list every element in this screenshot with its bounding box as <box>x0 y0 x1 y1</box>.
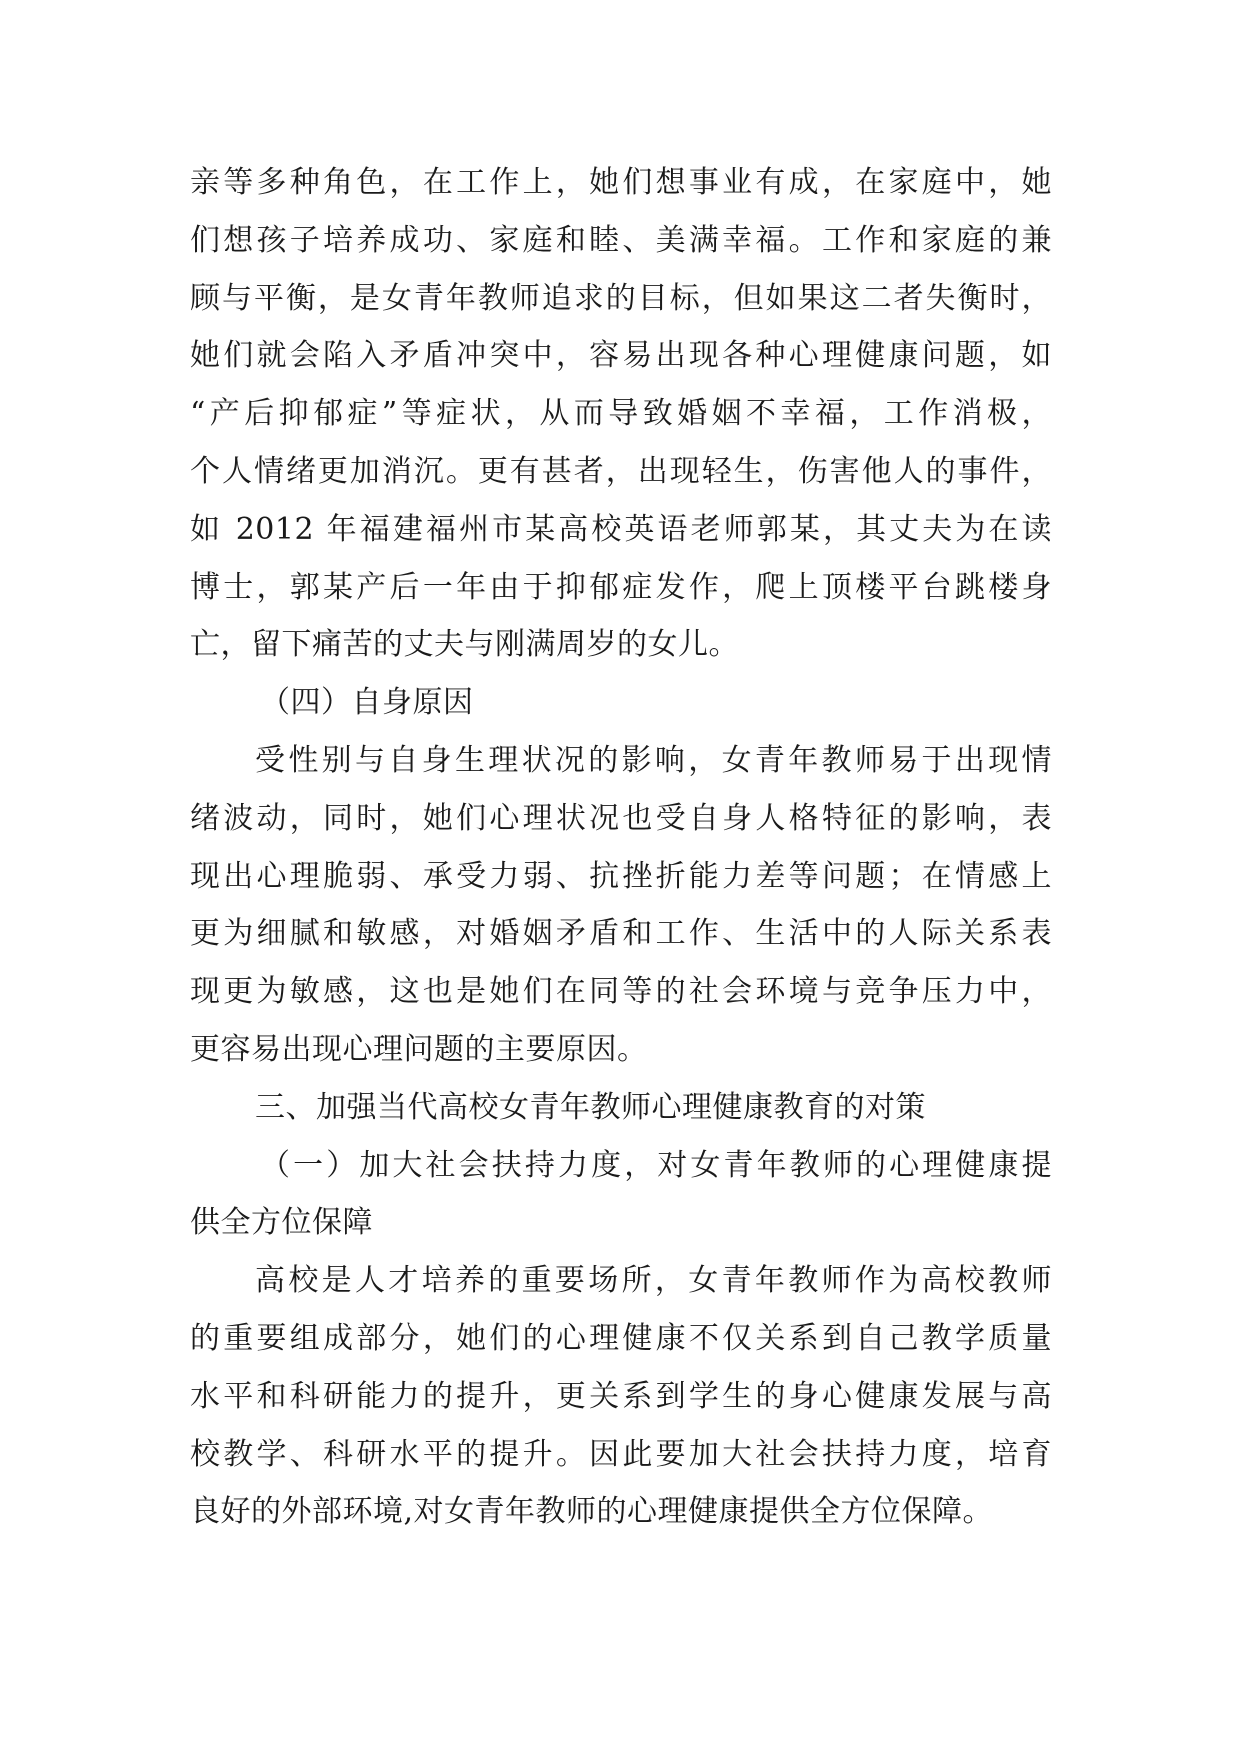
text-line: 现更为敏感，这也是她们在同等的社会环境与竞争压力中， <box>190 974 1052 1010</box>
heading-line: （四）自身原因 <box>260 685 474 721</box>
paragraph-self-reasons <box>190 732 1052 1079</box>
text-line: 受性别与自身生理状况的影响，女青年教师易于出现情 <box>255 742 1052 778</box>
document-body <box>190 154 1052 1541</box>
text-line: 她们就会陷入矛盾冲突中，容易出现各种心理健康问题，如 <box>190 338 1052 374</box>
heading-line: 供全方位保障 <box>190 1205 373 1241</box>
paragraph-social-support <box>190 1252 1052 1541</box>
text-line: 们想孩子培养成功、家庭和睦、美满幸福。工作和家庭的兼 <box>190 222 1052 258</box>
text-line: 亡，留下痛苦的丈夫与刚满周岁的女儿。 <box>190 627 739 663</box>
paragraph-roles <box>190 154 1052 674</box>
text-line: 高校是人才培养的重要场所，女青年教师作为高校教师 <box>255 1263 1052 1299</box>
text-line: 良好的外部环境,对女青年教师的心理健康提供全方位保障。 <box>190 1494 994 1530</box>
heading-line: （一）加大社会扶持力度，对女青年教师的心理健康提 <box>260 1147 1052 1183</box>
section-heading-social-support <box>190 1137 1052 1253</box>
text-line: 顾与平衡，是女青年教师追求的目标，但如果这二者失衡时， <box>190 280 1052 316</box>
section-heading-self-reasons <box>190 674 1052 732</box>
text-line: “产后抑郁症”等症状，从而导致婚姻不幸福，工作消极， <box>190 396 1052 432</box>
text-line: 更为细腻和敏感，对婚姻矛盾和工作、生活中的人际关系表 <box>190 916 1052 952</box>
text-line: 现出心理脆弱、承受力弱、抗挫折能力差等问题；在情感上 <box>190 858 1052 894</box>
text-line: 亲等多种角色，在工作上，她们想事业有成，在家庭中，她 <box>190 165 1052 200</box>
heading-line: 三、加强当代高校女青年教师心理健康教育的对策 <box>255 1089 926 1125</box>
text-line: 的重要组成部分，她们的心理健康不仅关系到自己教学质量 <box>190 1320 1052 1356</box>
text-line: 个人情绪更加消沉。更有甚者，出现轻生，伤害他人的事件， <box>190 453 1052 489</box>
text-line: 如 2012 年福建福州市某高校英语老师郭某，其丈夫为在读 <box>190 511 1052 547</box>
text-line: 博士，郭某产后一年由于抑郁症发作，爬上顶楼平台跳楼身 <box>190 569 1052 605</box>
text-line: 更容易出现心理问题的主要原因。 <box>190 1031 648 1067</box>
section-heading-countermeasures <box>190 1079 1052 1137</box>
text-line: 绪波动，同时，她们心理状况也受自身人格特征的影响，表 <box>190 800 1052 836</box>
text-line: 校教学、科研水平的提升。因此要加大社会扶持力度，培育 <box>190 1436 1052 1472</box>
text-line: 水平和科研能力的提升，更关系到学生的身心健康发展与高 <box>190 1378 1052 1414</box>
